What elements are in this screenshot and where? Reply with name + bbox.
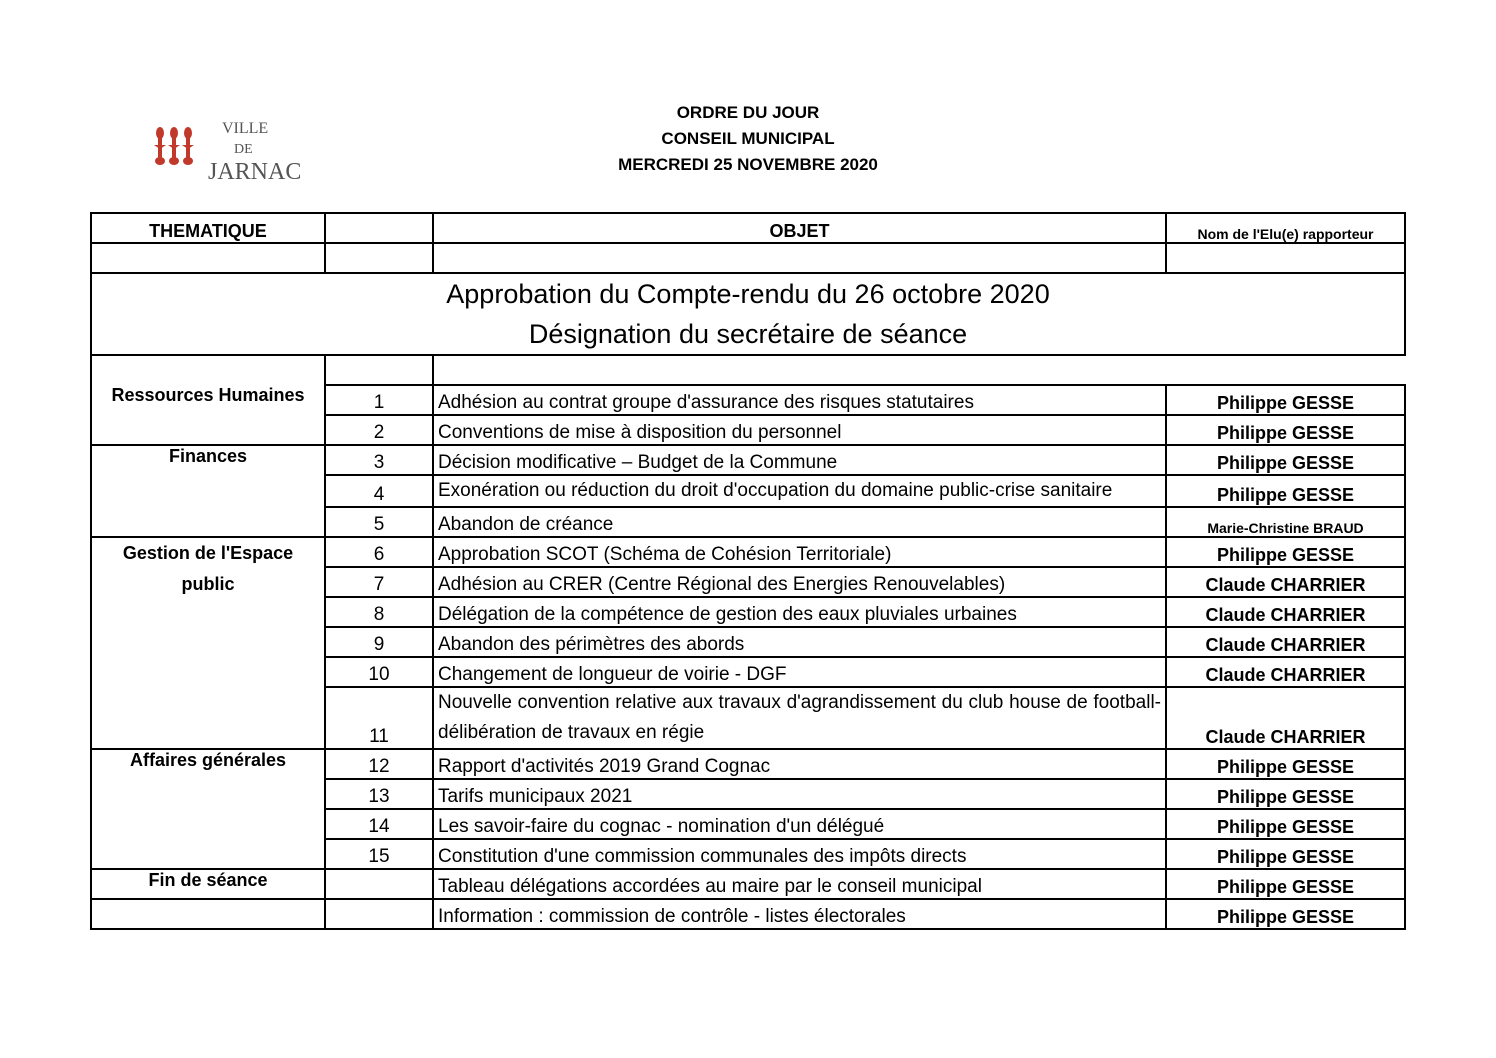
jarnac-logo [150, 115, 310, 195]
item-num: 7 [325, 567, 433, 597]
intro-line-2: Désignation du secrétaire de séance [528, 319, 968, 349]
item-objet: Abandon des périmètres des abords [433, 627, 1166, 657]
item-rapporteur: Philippe GESSE [1166, 415, 1405, 445]
item-objet: Décision modificative – Budget de la Commune [433, 445, 1166, 475]
item-objet: Approbation SCOT (Schéma de Cohésion Territoriale) [433, 537, 1166, 567]
document-header [520, 100, 976, 178]
header-date: MERCREDI 25 NOVEMBRE 2020 [618, 155, 878, 174]
item-objet: Délégation de la compétence de gestion des eaux pluviales urbaines [433, 597, 1166, 627]
item-rapporteur: Marie-Christine BRAUD [1166, 507, 1405, 537]
header-title: ORDRE DU JOUR [676, 103, 820, 122]
item-rapporteur: Philippe GESSE [1166, 537, 1405, 567]
item-rapporteur: Claude CHARRIER [1166, 687, 1405, 749]
item-num: 12 [325, 749, 433, 779]
item-rapporteur: Philippe GESSE [1166, 749, 1405, 779]
item-rapporteur: Philippe GESSE [1166, 839, 1405, 869]
theme-espace-public: Gestion de l'Espace public [91, 537, 325, 749]
item-num: 11 [325, 687, 433, 749]
table-row [91, 243, 1405, 273]
item-num: 3 [325, 445, 433, 475]
item-num: 1 [325, 385, 433, 415]
header-subtitle: CONSEIL MUNICIPAL [661, 129, 835, 148]
item-rapporteur: Claude CHARRIER [1166, 567, 1405, 597]
item-num: 13 [325, 779, 433, 809]
item-objet: Tableau délégations accordées au maire par le conseil municipal [433, 869, 1166, 899]
item-objet: Nouvelle convention relative aux travaux d'agrandissement du club house de football- délibération de travaux en régie [433, 687, 1166, 749]
item-num: 5 [325, 507, 433, 537]
item-rapporteur: Philippe GESSE [1166, 385, 1405, 415]
table-row [91, 385, 1405, 415]
item-num: 10 [325, 657, 433, 687]
item-rapporteur: Philippe GESSE [1166, 475, 1405, 507]
item-rapporteur: Claude CHARRIER [1166, 627, 1405, 657]
table-row [91, 355, 1405, 385]
table-row [91, 445, 1405, 475]
item-rapporteur: Philippe GESSE [1166, 779, 1405, 809]
fish-emblem-icon [150, 115, 310, 195]
theme-rh: Ressources Humaines [91, 385, 325, 445]
item-objet: Adhésion au CRER (Centre Régional des Energies Renouvelables) [433, 567, 1166, 597]
item-num [325, 869, 433, 899]
item-num: 15 [325, 839, 433, 869]
col-header-num [325, 213, 433, 243]
theme-finances: Finances [91, 445, 325, 537]
intro-row [91, 273, 1405, 355]
item-objet: Les savoir-faire du cognac - nomination d'un délégué [433, 809, 1166, 839]
item-objet: Adhésion au contrat groupe d'assurance des risques statutaires [433, 385, 1166, 415]
item-num: 14 [325, 809, 433, 839]
item-rapporteur: Philippe GESSE [1166, 899, 1405, 929]
theme-affaires-generales: Affaires générales [91, 749, 325, 869]
item-objet: Exonération ou réduction du droit d'occupation du domaine public-crise sanitaire [433, 475, 1166, 507]
item-num: 2 [325, 415, 433, 445]
col-header-thematique: THEMATIQUE [91, 213, 325, 243]
col-header-rapporteur: Nom de l'Elu(e) rapporteur [1166, 213, 1405, 243]
item-num: 4 [325, 475, 433, 507]
item-rapporteur: Philippe GESSE [1166, 445, 1405, 475]
item-objet: Rapport d'activités 2019 Grand Cognac [433, 749, 1166, 779]
logo-line-2: DE [234, 142, 253, 157]
item-objet: Conventions de mise à disposition du personnel [433, 415, 1166, 445]
item-rapporteur: Claude CHARRIER [1166, 597, 1405, 627]
theme-fin-seance: Fin de séance [91, 869, 325, 899]
item-rapporteur: Philippe GESSE [1166, 809, 1405, 839]
table-header-row [91, 213, 1405, 243]
item-objet: Information : commission de contrôle - listes électorales [433, 899, 1166, 929]
item-num: 8 [325, 597, 433, 627]
table-row [91, 869, 1405, 899]
item-objet: Changement de longueur de voirie - DGF [433, 657, 1166, 687]
table-row [91, 537, 1405, 567]
col-header-objet: OBJET [433, 213, 1166, 243]
item-rapporteur: Claude CHARRIER [1166, 657, 1405, 687]
agenda-table [90, 212, 1406, 930]
item-num: 9 [325, 627, 433, 657]
item-objet: Constitution d'une commission communales des impôts directs [433, 839, 1166, 869]
item-num [325, 899, 433, 929]
item-num: 6 [325, 537, 433, 567]
table-row [91, 749, 1405, 779]
item-rapporteur: Philippe GESSE [1166, 869, 1405, 899]
logo-line-3: JARNAC [208, 159, 302, 185]
logo-line-1: VILLE [222, 120, 269, 137]
item-objet: Tarifs municipaux 2021 [433, 779, 1166, 809]
item-objet: Abandon de créance [433, 507, 1166, 537]
table-row [91, 899, 1405, 929]
intro-line-1: Approbation du Compte-rendu du 26 octobre 2020 [446, 279, 1050, 309]
